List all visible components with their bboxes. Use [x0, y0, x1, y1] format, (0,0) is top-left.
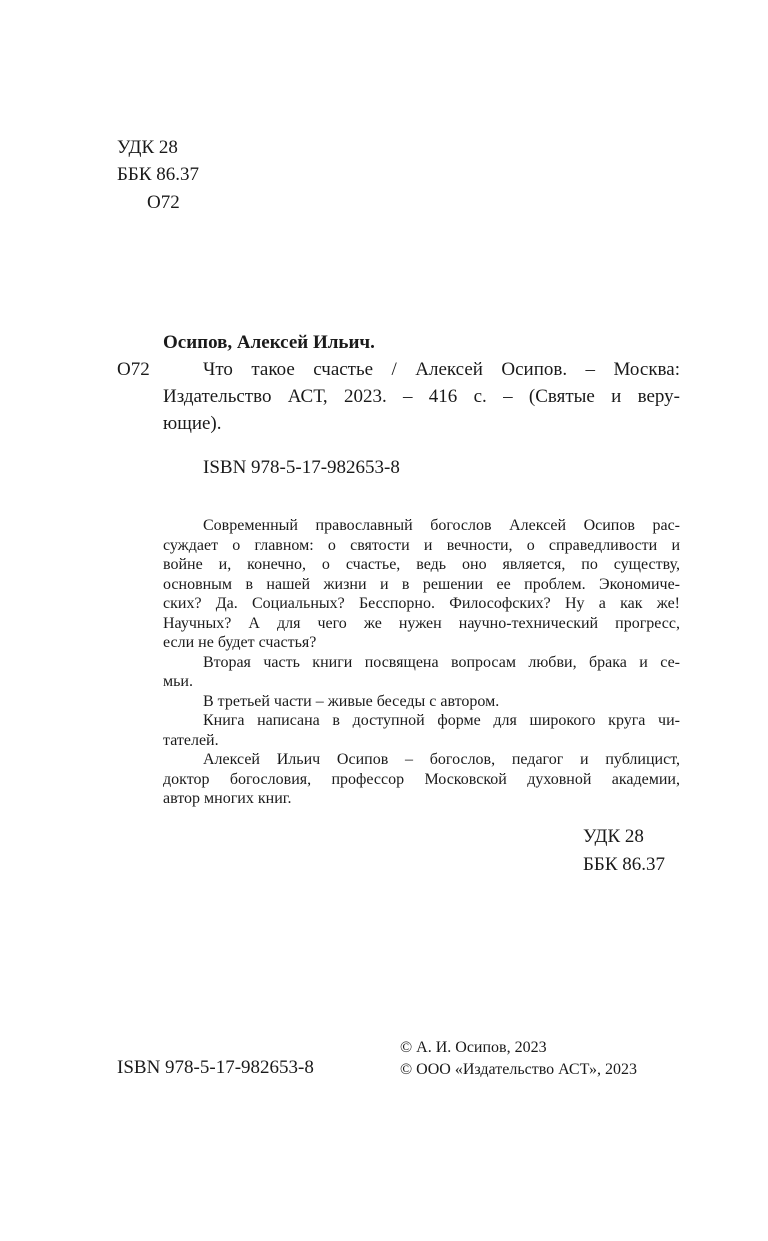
udk-code: УДК 28: [117, 137, 178, 158]
copyright-publisher: © ООО «Издательство АСТ», 2023: [400, 1061, 637, 1078]
annotation-line: основным в нашей жизни и в решении ее проблем. Экономиче-: [163, 575, 680, 593]
annotation-line: Книга написана в доступной форме для широкого круга чи-: [203, 712, 680, 729]
copyright-author: © А. И. Осипов, 2023: [400, 1039, 547, 1056]
annotation-line: В третьей части – живые беседы с автором.: [203, 692, 500, 710]
entry-isbn: ISBN 978-5-17-982653-8: [203, 457, 400, 478]
entry-line: Что такое счастье / Алексей Осипов. – Москва:: [203, 359, 680, 380]
entry-line: ющие).: [163, 413, 222, 434]
author-mark: О72: [147, 192, 180, 213]
annotation-line: доктор богословия, профессор Московской духовной академии,: [163, 770, 680, 788]
annotation-line: Научных? А для чего же нужен научно-технический прогресс,: [163, 614, 680, 632]
annotation-line: войне и, конечно, о счастье, ведь оно является, по существу,: [163, 556, 680, 573]
footer-isbn: ISBN 978-5-17-982653-8: [117, 1057, 314, 1078]
annotation-line: Вторая часть книги посвящена вопросам любви, брака и се-: [203, 653, 680, 671]
annotation-line: Алексей Ильич Осипов – богослов, педагог и публицист,: [203, 751, 680, 768]
annotation-line: суждает о главном: о святости и вечности, о справедливости и: [163, 536, 680, 554]
annotation-line: если не будет счастья?: [163, 634, 317, 651]
annotation-line: Современный православный богослов Алексей Осипов рас-: [203, 517, 680, 534]
bbk-code-bottom: ББК 86.37: [583, 854, 665, 875]
entry-author-mark: О72: [117, 359, 150, 380]
annotation-line: автор многих книг.: [163, 790, 292, 807]
udk-code-bottom: УДК 28: [583, 826, 644, 847]
annotation-line: ских? Да. Социальных? Бесспорно. Философских? Ну а как же!: [163, 595, 680, 612]
annotation-line: тателей.: [163, 731, 219, 749]
entry-line: Издательство АСТ, 2023. – 416 с. – (Святые и веру-: [163, 386, 680, 407]
entry-heading: Осипов, Алексей Ильич.: [163, 332, 375, 353]
bbk-code: ББК 86.37: [117, 164, 199, 185]
annotation-line: мьи.: [163, 673, 193, 690]
